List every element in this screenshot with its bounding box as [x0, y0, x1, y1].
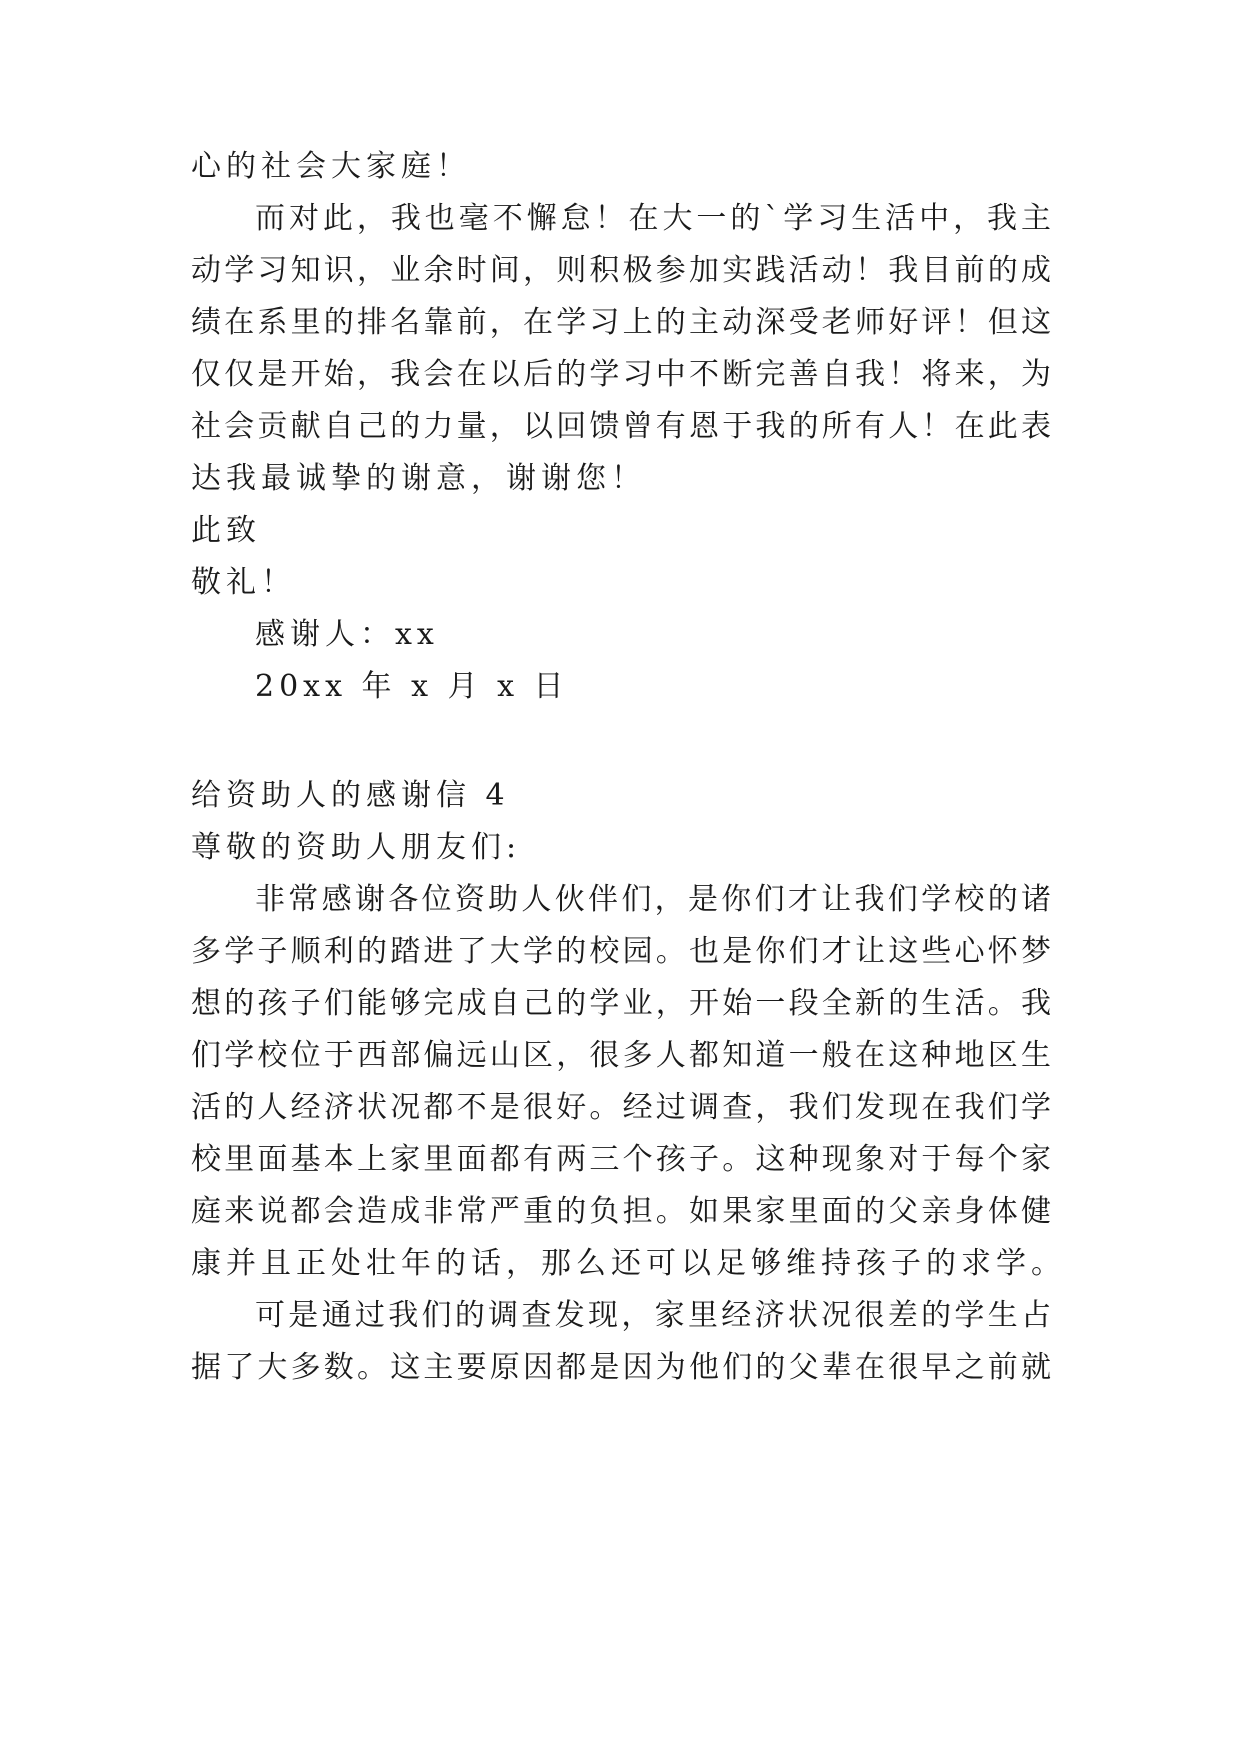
paragraph-line: 绩在系里的排名靠前，在学习上的主动深受老师好评！但这 — [191, 305, 1051, 340]
paragraph-line: 校里面基本上家里面都有两三个孩子。这种现象对于每个家 — [191, 1142, 1051, 1177]
paragraph-line: 活的人经济状况都不是很好。经过调查，我们发现在我们学 — [191, 1090, 1051, 1125]
paragraph-line: 想的孩子们能够完成自己的学业，开始一段全新的生活。我 — [191, 986, 1051, 1021]
paragraph-line: 仅仅是开始，我会在以后的学习中不断完善自我！将来，为 — [191, 357, 1051, 392]
closing-line: 敬礼！ — [191, 565, 296, 600]
intro-line: 心的社会大家庭！ — [191, 149, 471, 184]
paragraph-line: 康并且正处壮年的话，那么还可以足够维持孩子的求学。 — [191, 1246, 1066, 1281]
letter-title: 给资助人的感谢信 4 — [191, 778, 510, 813]
paragraph-line: 据了大多数。这主要原因都是因为他们的父辈在很早之前就 — [191, 1350, 1051, 1385]
date: 20xx 年 x 月 x 日 — [255, 669, 569, 704]
closing-line: 此致 — [191, 513, 261, 548]
paragraph-line: 非常感谢各位资助人伙伴们，是你们才让我们学校的诸 — [255, 882, 1051, 917]
paragraph-line: 们学校位于西部偏远山区，很多人都知道一般在这种地区生 — [191, 1038, 1051, 1073]
signature: 感谢人：xx — [255, 617, 439, 652]
paragraph-line: 庭来说都会造成非常严重的负担。如果家里面的父亲身体健 — [191, 1194, 1051, 1229]
paragraph-line: 可是通过我们的调查发现，家里经济状况很差的学生占 — [255, 1298, 1051, 1333]
paragraph-line: 动学习知识，业余时间，则积极参加实践活动！我目前的成 — [191, 253, 1051, 288]
paragraph-line: 社会贡献自己的力量，以回馈曾有恩于我的所有人！在此表 — [191, 409, 1051, 444]
salutation: 尊敬的资助人朋友们: — [191, 830, 522, 865]
paragraph-line: 多学子顺利的踏进了大学的校园。也是你们才让这些心怀梦 — [191, 934, 1051, 969]
paragraph-line: 达我最诚挚的谢意，谢谢您！ — [191, 461, 646, 496]
paragraph-line: 而对此，我也毫不懈怠！在大一的`学习生活中，我主 — [255, 201, 1051, 236]
